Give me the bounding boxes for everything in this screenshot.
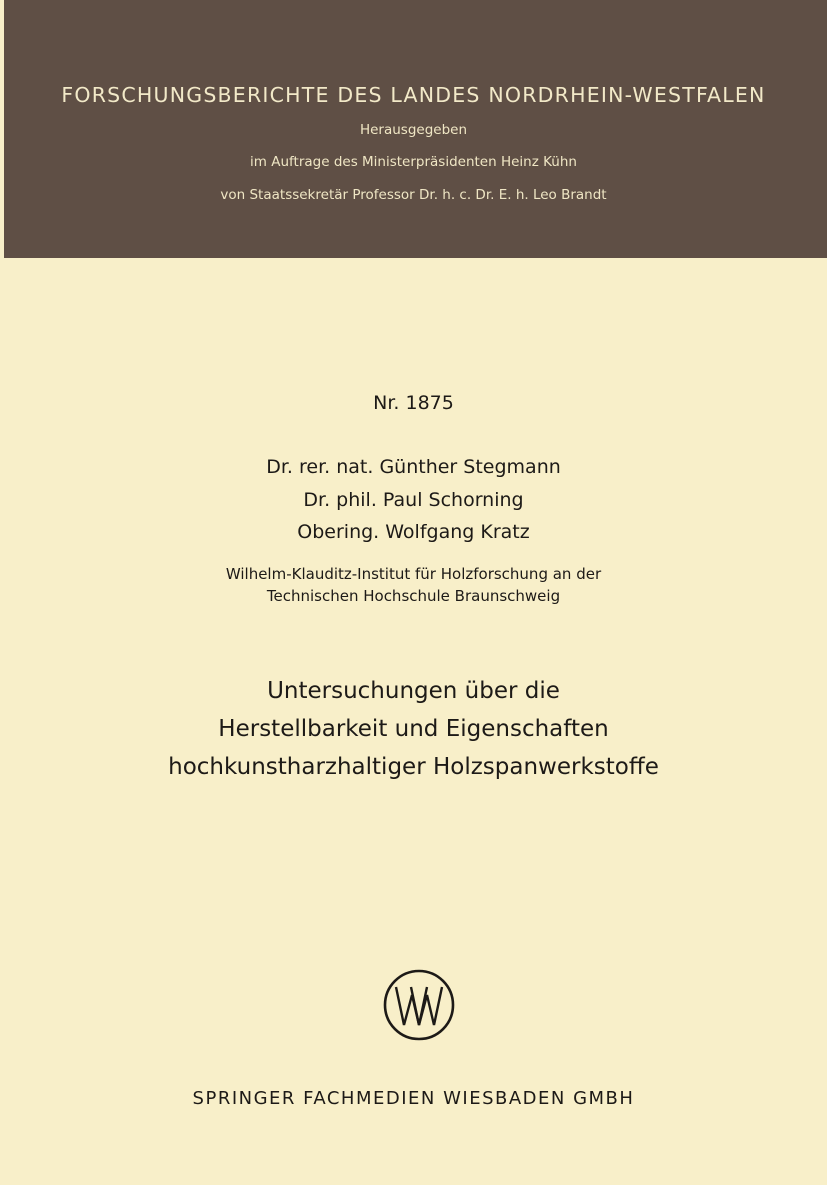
- editor-name-line: von Staatssekretär Professor Dr. h. c. Dr. E. h. Leo Brandt: [220, 187, 607, 203]
- author-1: Dr. rer. nat. Günther Stegmann: [266, 456, 561, 478]
- author-2: Dr. phil. Paul Schorning: [303, 489, 524, 511]
- author-3: Obering. Wolfgang Kratz: [297, 521, 530, 543]
- publisher-logo-icon: [381, 967, 457, 1043]
- editor-label: Herausgegeben: [359, 122, 468, 138]
- institute-line-1: Wilhelm-Klauditz-Institut für Holzforschung an der: [225, 565, 602, 583]
- institute-line-2: Technischen Hochschule Braunschweig: [266, 587, 561, 605]
- book-title-line-2: Herstellbarkeit und Eigenschaften: [218, 716, 609, 742]
- series-title: FORSCHUNGSBERICHTE DES LANDES NORDRHEIN-WESTFALEN: [61, 83, 766, 107]
- book-title-line-1: Untersuchungen über die: [267, 678, 560, 704]
- commission-line: im Auftrage des Ministerpräsidenten Heinz Kühn: [250, 154, 577, 170]
- publisher-name: SPRINGER FACHMEDIEN WIESBADEN GMBH: [192, 1088, 635, 1109]
- report-number: Nr. 1875: [373, 392, 454, 414]
- book-title-line-3: hochkunstharzhaltiger Holzspanwerkstoffe: [168, 754, 659, 780]
